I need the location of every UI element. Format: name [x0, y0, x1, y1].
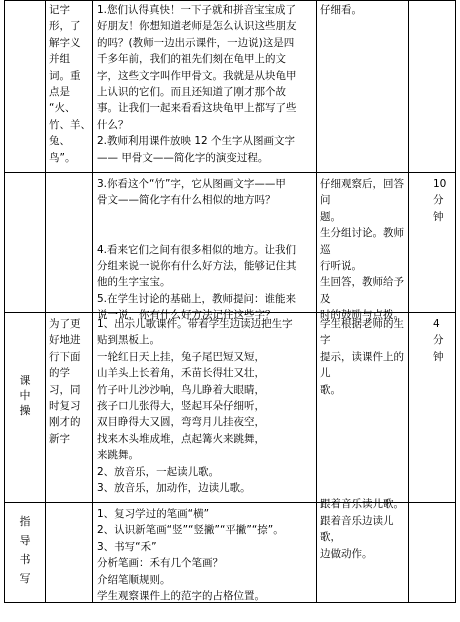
table-rule [408, 0, 409, 603]
row1-teacher-activity: 1.您们认得真快！一下子就和拼音宝宝成了 好朋友！你想知道老师是怎么认识这些朋友 的吗？(教师一边出示课件，一边说)这是四 千多年前，我们的祖先们刻在龟甲上的文 字，这些文字叫作甲骨文。我就是从块龟甲 上认识的它们。而且还知道了刚才那个故 事。让我们一起来看看这块龟甲上都写了些 什么？ 2.教师利用课件放映 12 个生字从图画文字 —— 甲骨文——简化字的演变过程。 [97, 4, 297, 164]
table-rule [92, 0, 93, 603]
table-rule [45, 0, 46, 603]
row3-goal-cell: 为了更 好地进 行下面 的学 习，同 时复习 刚才的 新字 [49, 318, 81, 445]
row2-student-activity: 仔细观察后，回答问 题。 生分组讨论。教师巡 行听说。 生回答，教师给予及 时的鼓励与点拨。 [320, 178, 404, 322]
row2-time: 10 分 钟 [433, 178, 447, 223]
row3-time: 4 分 钟 [433, 318, 444, 363]
table-rule [4, 172, 456, 173]
row3-teacher-activity: 1、出示儿歌课件。带着学生边读边把生字 贴到黑板上。 一轮红日天上挂，兔子尾巴短又短， 山羊头上长着角，禾苗长得壮又壮， 竹子叶儿沙沙响，鸟儿睁着大眼睛， 孩子口儿张得大，竖起耳朵仔细听， 双目睁得大又圆，弯弯月儿挂夜空， 找来木头堆成堆，点起篝火来跳舞， 来跳舞。 2、放音乐，一起读儿歌。 3、放音乐，加动作，边读儿歌。 [97, 318, 293, 495]
table-rule [455, 0, 456, 603]
table-rule [4, 0, 456, 1]
row4-section-label: 指 导 书 写 [19, 515, 31, 585]
table-rule [316, 0, 317, 603]
row3-section-label: 课 中 操 [19, 374, 31, 417]
row4-teacher-activity: 1、复习学过的笔画“横” 2、认识新笔画“竖”“竖撇”“平撇”“捺”。 3、书写“禾” 分析笔画：禾有几个笔画？ 介绍笔顺规则。 学生观察课件上的范字的占格位置。 [97, 508, 284, 603]
row1-goal-cell: 记字 形，了 解字义 并组 词。重 点是 “火、 竹、羊、 兔、 鸟”。 [49, 4, 91, 164]
row3-student-activity: 学生根据老师的生字 提示，读课件上的儿 歌。 跟着音乐读儿歌。 跟着音乐边读儿歌， 边做动作。 [320, 318, 404, 560]
row1-student-activity: 仔细看。 [320, 4, 362, 16]
row2-teacher-activity: 3.你看这个“竹”字，它从图画文字——甲 骨文——简化字有什么相似的地方吗？ 4.看来它们之间有很多相似的地方。让我们 分组来说一说你有什么好方法，能够记住其 他的生字宝宝。 5.在学生讨论的基础上，教师提问：谁能来 说一说，你有什么好方法记住这些字？ [97, 178, 297, 322]
